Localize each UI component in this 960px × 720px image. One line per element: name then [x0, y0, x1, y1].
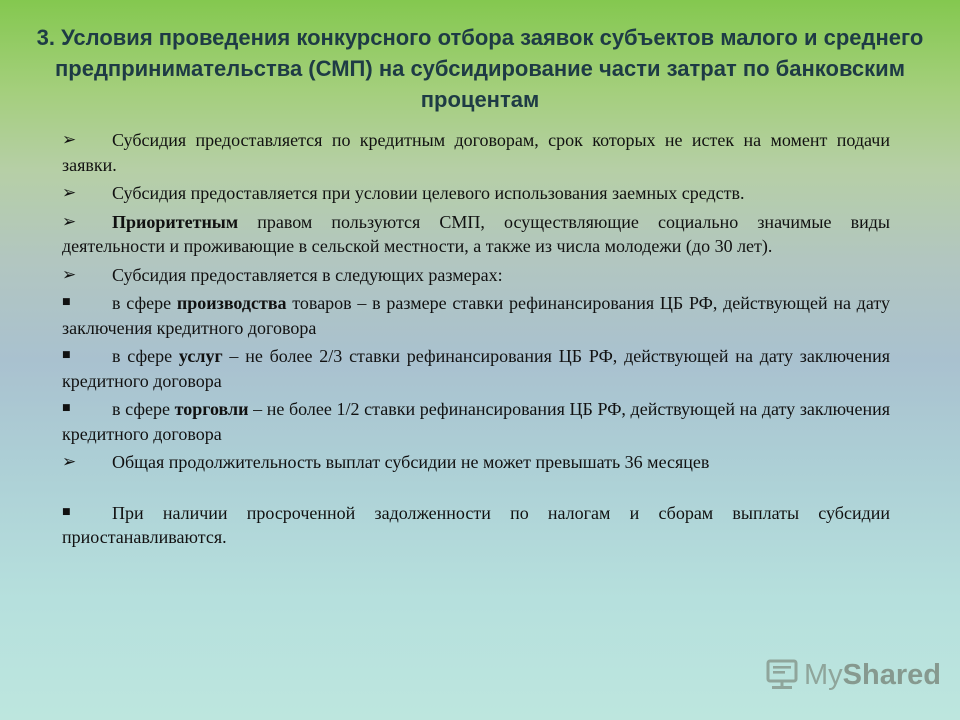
item-text: в сфере: [112, 293, 177, 313]
arrow-bullet-icon: ➢: [62, 452, 77, 472]
square-bullet-icon: ■: [62, 403, 71, 413]
logo-text-suffix: Shared: [842, 658, 941, 691]
logo-text-prefix: My: [804, 658, 843, 691]
arrow-bullet-icon: ➢: [62, 264, 77, 285]
item-text: Субсидия предоставляется при условии целевого использования заемных средств.: [112, 183, 745, 203]
list-item: [62, 450, 890, 475]
square-bullet-icon: ■: [62, 506, 71, 517]
list-item: [62, 210, 890, 259]
list-item: [62, 344, 890, 393]
list-item: [62, 263, 890, 288]
item-text: Субсидия предоставляется по кредитным договорам, срок которых не истек на момент подачи заявки.: [62, 130, 890, 175]
emphasis-text: Приоритетным: [112, 211, 239, 232]
item-text: Субсидия предоставляется в следующих размерах:: [112, 264, 503, 285]
item-text: правом пользуются СМП, осуществляющие социально значимые виды деятельности и проживающие в сельской местности, а также из числа молодежи (до 30 лет).: [62, 211, 890, 256]
list-item: [62, 291, 890, 340]
arrow-bullet-icon: ➢: [62, 211, 77, 232]
logo-text: [804, 659, 941, 692]
emphasis-text: производства: [176, 293, 287, 313]
list-item: [62, 128, 890, 177]
square-bullet-icon: ■: [62, 350, 71, 360]
item-text: в сфере: [112, 399, 175, 419]
list-item: [62, 501, 890, 550]
emphasis-text: услуг: [178, 346, 223, 366]
list-item: [62, 181, 890, 206]
emphasis-text: торговли: [174, 399, 249, 419]
item-text: При наличии просроченной задолженности по налогам и сборам выплаты субсидии приостанавливаются.: [62, 502, 890, 547]
logo: [765, 655, 941, 695]
item-text: Общая продолжительность выплат субсидии не может превышать 36 месяцев: [112, 452, 710, 472]
arrow-bullet-icon: ➢: [62, 183, 77, 203]
item-text: – не более 1/2 ставки рефинансирования ЦБ РФ, действующей на дату заключения кредитного договора: [62, 399, 890, 444]
list-item: [62, 397, 890, 446]
square-bullet-icon: ■: [62, 297, 71, 307]
arrow-bullet-icon: ➢: [62, 130, 77, 150]
bullet-list: [62, 128, 890, 554]
presentation-board-icon: [765, 658, 799, 692]
item-text: товаров – в размере ставки рефинансирования ЦБ РФ, действующей на дату заключения кредитного договора: [62, 293, 890, 338]
slide-title: 3. Условия проведения конкурсного отбора заявок субъектов малого и среднего предпринимательства (СМП) на субсидирование части затрат по банковским процентам: [36, 25, 924, 112]
item-text: – не более 2/3 ставки рефинансирования ЦБ РФ, действующей на дату заключения кредитного договора: [62, 346, 890, 391]
item-text: в сфере: [112, 346, 179, 366]
